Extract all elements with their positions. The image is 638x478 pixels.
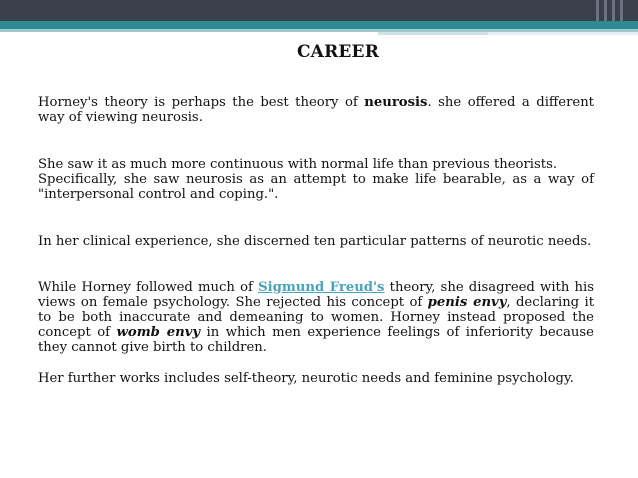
paragraph-neurotic-needs [38,234,594,249]
paragraph-text: In her clinical experience, she discerned ten particular patterns of neurotic needs. [38,234,592,249]
banner-teal-bar [0,21,638,29]
banner-accent-line [378,32,488,35]
paragraph-text: in which men experience feelings of inferiority because they cannot give birth to children. [38,325,594,355]
slide-body [38,95,594,386]
slide-title [0,42,638,62]
slide-header-banner [0,0,638,36]
banner-tick [612,0,615,21]
paragraph-text: Horney's theory is perhaps the best theory of [38,95,365,110]
term-womb-envy: womb envy [116,325,201,340]
paragraph-text: Specifically, she saw neurosis as an attempt to make life bearable, as a way of "interpersonal control and coping.". [38,172,594,202]
paragraph-freud [38,280,594,355]
paragraph-text: . she offered a different way of viewing neurosis. [38,95,594,125]
banner-dark-bar [0,0,638,21]
paragraph-text: She saw it as much more continuous with normal life than previous theorists. [38,157,558,172]
paragraph-text: Her further works includes self-theory, neurotic needs and feminine psychology. [38,371,574,386]
slide-title-text: CAREER [296,42,380,62]
banner-tick [596,0,599,21]
banner-ticks [590,0,638,21]
paragraph-text: While Horney followed much of [38,280,259,295]
banner-tick [604,0,607,21]
paragraph-text: theory, she disagreed with his views on female psychology. She rejected his concept of [38,280,594,310]
bold-term-neurosis: neurosis [364,95,428,110]
banner-accent-line-right [488,32,638,35]
term-penis-envy: penis envy [427,295,507,310]
sigmund-freud-link[interactable]: Sigmund Freud's [258,280,385,295]
paragraph-text: , declaring it to be both inaccurate and demeaning to women. Horney instead proposed the concept of [38,295,595,340]
paragraph-theory [38,95,594,125]
banner-tick [620,0,623,21]
paragraph-neurosis-view [38,157,594,202]
paragraph-further-works [38,371,594,386]
